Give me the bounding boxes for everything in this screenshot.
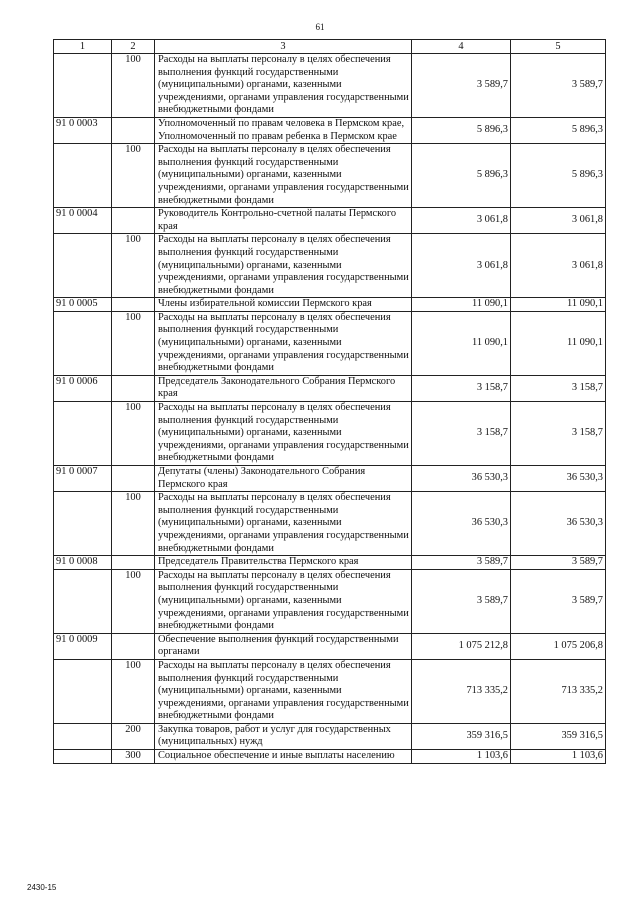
row-description: Председатель Правительства Пермского края	[155, 556, 412, 570]
table-row	[54, 234, 606, 298]
table-row	[54, 144, 606, 208]
table-row	[54, 492, 606, 556]
row-expense-type: 100	[112, 234, 155, 298]
row-expense-type: 100	[112, 54, 155, 118]
table-row	[54, 723, 606, 749]
row-code	[54, 311, 112, 375]
row-description: Расходы на выплаты персоналу в целях обеспечения выполнения функций государственными (муниципальными) органами, казенными учреждениями, органами управления государственными внебюджетными фондами	[155, 311, 412, 375]
table-row	[54, 54, 606, 118]
table-row	[54, 466, 606, 492]
row-description: Расходы на выплаты персоналу в целях обеспечения выполнения функций государственными (муниципальными) органами, казенными учреждениями, органами управления государственными внебюджетными фондами	[155, 402, 412, 466]
row-value-col5: 1 103,6	[511, 750, 606, 764]
row-description: Расходы на выплаты персоналу в целях обеспечения выполнения функций государственными (муниципальными) органами, казенными учреждениями, органами управления государственными внебюджетными фондами	[155, 144, 412, 208]
table-row	[54, 117, 606, 143]
row-value-col4: 3 589,7	[412, 569, 511, 633]
row-value-col5: 11 090,1	[511, 311, 606, 375]
row-value-col4: 1 103,6	[412, 750, 511, 764]
row-value-col5: 3 589,7	[511, 54, 606, 118]
row-value-col4: 36 530,3	[412, 492, 511, 556]
row-code	[54, 569, 112, 633]
row-expense-type: 100	[112, 311, 155, 375]
row-code	[54, 234, 112, 298]
row-value-col5: 5 896,3	[511, 117, 606, 143]
row-code	[54, 723, 112, 749]
row-expense-type: 100	[112, 144, 155, 208]
row-expense-type: 100	[112, 402, 155, 466]
column-header: 3	[155, 40, 412, 54]
table-row	[54, 633, 606, 659]
row-expense-type	[112, 117, 155, 143]
row-description: Депутаты (члены) Законодательного Собрания Пермского края	[155, 466, 412, 492]
table-row	[54, 569, 606, 633]
row-value-col4: 1 075 212,8	[412, 633, 511, 659]
row-value-col5: 3 061,8	[511, 234, 606, 298]
row-expense-type: 300	[112, 750, 155, 764]
row-value-col4: 3 061,8	[412, 208, 511, 234]
row-value-col4: 5 896,3	[412, 117, 511, 143]
table-row	[54, 311, 606, 375]
table-row	[54, 208, 606, 234]
row-value-col4: 36 530,3	[412, 466, 511, 492]
row-value-col4: 3 589,7	[412, 54, 511, 118]
row-description: Уполномоченный по правам человека в Пермском крае, Уполномоченный по правам ребенка в Пермском крае	[155, 117, 412, 143]
budget-table	[53, 39, 606, 764]
row-value-col4: 713 335,2	[412, 659, 511, 723]
table-body	[54, 54, 606, 764]
row-code: 91 0 0003	[54, 117, 112, 143]
row-value-col5: 11 090,1	[511, 298, 606, 312]
row-value-col5: 3 589,7	[511, 556, 606, 570]
row-value-col4: 5 896,3	[412, 144, 511, 208]
row-expense-type: 100	[112, 659, 155, 723]
row-value-col5: 3 589,7	[511, 569, 606, 633]
row-description: Расходы на выплаты персоналу в целях обеспечения выполнения функций государственными (муниципальными) органами, казенными учреждениями, органами управления государственными внебюджетными фондами	[155, 54, 412, 118]
column-header: 5	[511, 40, 606, 54]
row-value-col4: 3 158,7	[412, 375, 511, 401]
page-number: 61	[315, 22, 325, 32]
table-row	[54, 402, 606, 466]
row-description: Закупка товаров, работ и услуг для государственных (муниципальных) нужд	[155, 723, 412, 749]
table-header-row	[54, 40, 606, 54]
row-value-col4: 11 090,1	[412, 311, 511, 375]
row-code: 91 0 0008	[54, 556, 112, 570]
row-expense-type	[112, 298, 155, 312]
document-code: 2430-15	[27, 883, 57, 892]
row-value-col5: 36 530,3	[511, 492, 606, 556]
row-description: Расходы на выплаты персоналу в целях обеспечения выполнения функций государственными (муниципальными) органами, казенными учреждениями, органами управления государственными внебюджетными фондами	[155, 659, 412, 723]
row-expense-type	[112, 375, 155, 401]
row-code	[54, 402, 112, 466]
row-expense-type: 100	[112, 492, 155, 556]
row-code	[54, 659, 112, 723]
row-expense-type: 200	[112, 723, 155, 749]
row-description: Расходы на выплаты персоналу в целях обеспечения выполнения функций государственными (муниципальными) органами, казенными учреждениями, органами управления государственными внебюджетными фондами	[155, 492, 412, 556]
row-value-col5: 3 158,7	[511, 375, 606, 401]
row-expense-type	[112, 556, 155, 570]
row-value-col5: 3 061,8	[511, 208, 606, 234]
row-code	[54, 750, 112, 764]
row-value-col5: 713 335,2	[511, 659, 606, 723]
row-expense-type: 100	[112, 569, 155, 633]
row-code: 91 0 0005	[54, 298, 112, 312]
row-expense-type	[112, 208, 155, 234]
row-code	[54, 54, 112, 118]
row-code: 91 0 0009	[54, 633, 112, 659]
row-expense-type	[112, 466, 155, 492]
row-value-col4: 3 061,8	[412, 234, 511, 298]
row-code: 91 0 0007	[54, 466, 112, 492]
column-header: 2	[112, 40, 155, 54]
column-header: 4	[412, 40, 511, 54]
row-value-col5: 36 530,3	[511, 466, 606, 492]
row-code	[54, 492, 112, 556]
row-value-col5: 1 075 206,8	[511, 633, 606, 659]
row-value-col5: 5 896,3	[511, 144, 606, 208]
table-row	[54, 375, 606, 401]
row-description: Руководитель Контрольно-счетной палаты Пермского края	[155, 208, 412, 234]
column-header: 1	[54, 40, 112, 54]
table-row	[54, 750, 606, 764]
row-value-col5: 359 316,5	[511, 723, 606, 749]
row-code: 91 0 0006	[54, 375, 112, 401]
row-value-col4: 359 316,5	[412, 723, 511, 749]
table-row	[54, 298, 606, 312]
row-value-col4: 3 158,7	[412, 402, 511, 466]
row-description: Члены избирательной комиссии Пермского края	[155, 298, 412, 312]
table-row	[54, 556, 606, 570]
row-description: Председатель Законодательного Собрания Пермского края	[155, 375, 412, 401]
row-description: Расходы на выплаты персоналу в целях обеспечения выполнения функций государственными (муниципальными) органами, казенными учреждениями, органами управления государственными внебюджетными фондами	[155, 234, 412, 298]
row-value-col5: 3 158,7	[511, 402, 606, 466]
row-code	[54, 144, 112, 208]
row-value-col4: 11 090,1	[412, 298, 511, 312]
row-value-col4: 3 589,7	[412, 556, 511, 570]
row-description: Социальное обеспечение и иные выплаты населению	[155, 750, 412, 764]
table-row	[54, 659, 606, 723]
row-description: Расходы на выплаты персоналу в целях обеспечения выполнения функций государственными (муниципальными) органами, казенными учреждениями, органами управления государственными внебюджетными фондами	[155, 569, 412, 633]
row-expense-type	[112, 633, 155, 659]
row-code: 91 0 0004	[54, 208, 112, 234]
row-description: Обеспечение выполнения функций государственными органами	[155, 633, 412, 659]
